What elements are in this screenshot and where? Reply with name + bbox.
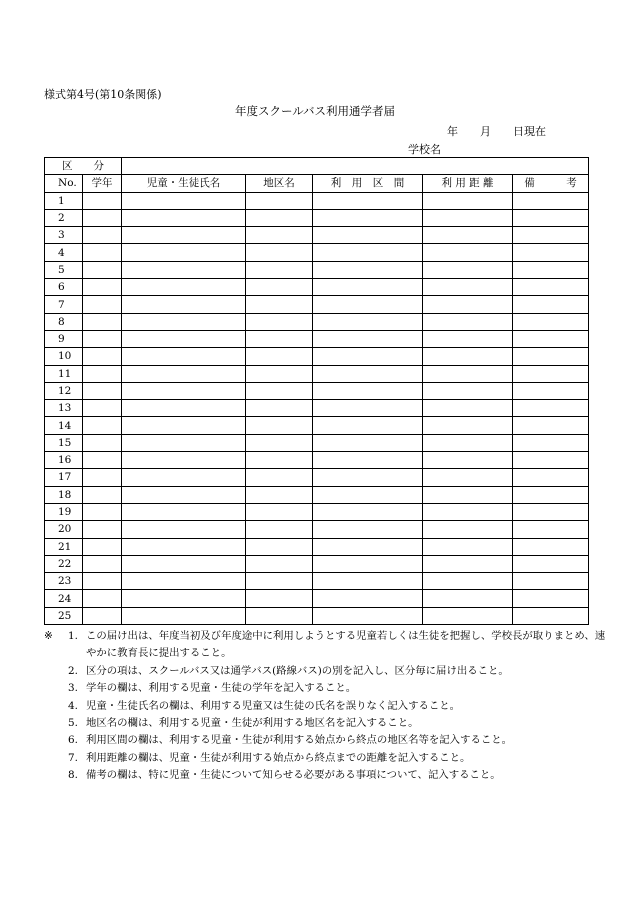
row-number: 14	[45, 417, 83, 434]
district-cell[interactable]	[246, 521, 313, 538]
student-name-cell[interactable]	[122, 192, 246, 209]
table-row	[45, 417, 589, 434]
route-section-cell[interactable]	[313, 279, 423, 296]
header-distance: 利 用 距 離	[423, 175, 513, 192]
distance-cell[interactable]	[423, 607, 513, 624]
row-number: 19	[45, 503, 83, 520]
note-item	[68, 715, 608, 732]
table-row	[45, 400, 589, 417]
student-name-cell[interactable]	[122, 400, 246, 417]
distance-cell[interactable]	[423, 313, 513, 330]
distance-cell[interactable]	[423, 244, 513, 261]
distance-cell[interactable]	[423, 452, 513, 469]
route-section-cell[interactable]	[313, 434, 423, 451]
grade-cell[interactable]	[83, 417, 122, 434]
district-cell[interactable]	[246, 261, 313, 278]
remarks-cell[interactable]	[513, 296, 589, 313]
grade-cell[interactable]	[83, 382, 122, 399]
student-name-cell[interactable]	[122, 244, 246, 261]
route-section-cell[interactable]	[313, 209, 423, 226]
note-text: 学年の欄は、利用する児童・生徒の学年を記入すること。	[86, 682, 357, 695]
row-number: 4	[45, 244, 83, 261]
header-grade: 学年	[83, 175, 122, 192]
route-section-cell[interactable]	[313, 382, 423, 399]
district-cell[interactable]	[246, 227, 313, 244]
district-cell[interactable]	[246, 400, 313, 417]
note-number: 3.	[68, 682, 78, 695]
table-row	[45, 313, 589, 330]
note-text: 利用区間の欄は、利用する児童・生徒が利用する始点から終点の地区名等を記入すること。	[86, 734, 513, 747]
route-section-cell[interactable]	[313, 400, 423, 417]
district-cell[interactable]	[246, 382, 313, 399]
remarks-cell[interactable]	[513, 452, 589, 469]
row-number: 17	[45, 469, 83, 486]
district-cell[interactable]	[246, 192, 313, 209]
note-item	[68, 628, 608, 663]
table-row	[45, 261, 589, 278]
row-number: 13	[45, 400, 83, 417]
grade-cell[interactable]	[83, 573, 122, 590]
student-name-cell[interactable]	[122, 330, 246, 347]
distance-cell[interactable]	[423, 555, 513, 572]
note-mark: ※	[44, 630, 53, 642]
header-remarks: 備 考	[513, 175, 589, 192]
district-cell[interactable]	[246, 573, 313, 590]
remarks-cell[interactable]	[513, 227, 589, 244]
grade-cell[interactable]	[83, 209, 122, 226]
table-row	[45, 244, 589, 261]
route-section-cell[interactable]	[313, 330, 423, 347]
grade-cell[interactable]	[83, 452, 122, 469]
note-number: 8.	[68, 769, 78, 782]
table-row	[45, 296, 589, 313]
row-number: 20	[45, 521, 83, 538]
row-number: 15	[45, 434, 83, 451]
student-name-cell[interactable]	[122, 434, 246, 451]
district-cell[interactable]	[246, 330, 313, 347]
distance-cell[interactable]	[423, 486, 513, 503]
row-number: 22	[45, 555, 83, 572]
district-cell[interactable]	[246, 452, 313, 469]
student-name-cell[interactable]	[122, 607, 246, 624]
note-item	[68, 663, 608, 680]
route-section-cell[interactable]	[313, 469, 423, 486]
remarks-cell[interactable]	[513, 555, 589, 572]
distance-cell[interactable]	[423, 590, 513, 607]
header-student-name: 児童・生徒氏名	[122, 175, 246, 192]
student-name-cell[interactable]	[122, 590, 246, 607]
table-row	[45, 555, 589, 572]
grade-cell[interactable]	[83, 469, 122, 486]
route-section-cell[interactable]	[313, 227, 423, 244]
row-number: 8	[45, 313, 83, 330]
roster-table	[44, 157, 589, 625]
distance-cell[interactable]	[423, 227, 513, 244]
grade-cell[interactable]	[83, 607, 122, 624]
route-section-cell[interactable]	[313, 503, 423, 520]
student-name-cell[interactable]	[122, 555, 246, 572]
distance-cell[interactable]	[423, 209, 513, 226]
note-list	[68, 628, 608, 785]
row-number: 2	[45, 209, 83, 226]
route-section-cell[interactable]	[313, 261, 423, 278]
table-row	[45, 607, 589, 624]
remarks-cell[interactable]	[513, 607, 589, 624]
route-section-cell[interactable]	[313, 296, 423, 313]
student-name-cell[interactable]	[122, 503, 246, 520]
table-row	[45, 227, 589, 244]
route-section-cell[interactable]	[313, 192, 423, 209]
distance-cell[interactable]	[423, 469, 513, 486]
grade-cell[interactable]	[83, 538, 122, 555]
table-row	[45, 469, 589, 486]
grade-cell[interactable]	[83, 330, 122, 347]
remarks-cell[interactable]	[513, 279, 589, 296]
note-number: 2.	[68, 664, 78, 677]
route-section-cell[interactable]	[313, 313, 423, 330]
note-text: 区分の項は、スクールバス又は通学バス(路線バス)の別を記入し、区分毎に届け出ること。	[86, 664, 509, 677]
row-number: 3	[45, 227, 83, 244]
route-section-cell[interactable]	[313, 417, 423, 434]
note-text: 利用距離の欄は、児童・生徒が利用する始点から終点までの距離を記入すること。	[86, 751, 471, 764]
student-name-cell[interactable]	[122, 261, 246, 278]
distance-cell[interactable]	[423, 503, 513, 520]
distance-cell[interactable]	[423, 573, 513, 590]
note-text: この届け出は、年度当初及び年度途中に利用しようとする児童若しくは生徒を把握し、学校長が取りまとめ、速やかに教育長に提出すること。	[86, 630, 606, 660]
route-section-cell[interactable]	[313, 573, 423, 590]
remarks-cell[interactable]	[513, 469, 589, 486]
student-name-cell[interactable]	[122, 452, 246, 469]
route-section-cell[interactable]	[313, 538, 423, 555]
row-number: 10	[45, 348, 83, 365]
row-number: 24	[45, 590, 83, 607]
note-item	[68, 767, 608, 784]
route-section-cell[interactable]	[313, 607, 423, 624]
document-title: 年度スクールバス利用通学者届	[235, 104, 395, 118]
grade-cell[interactable]	[83, 313, 122, 330]
note-item	[68, 732, 608, 749]
student-name-cell[interactable]	[122, 296, 246, 313]
remarks-cell[interactable]	[513, 330, 589, 347]
grade-cell[interactable]	[83, 261, 122, 278]
table-row	[45, 486, 589, 503]
grade-cell[interactable]	[83, 227, 122, 244]
row-number: 9	[45, 330, 83, 347]
district-cell[interactable]	[246, 417, 313, 434]
district-cell[interactable]	[246, 365, 313, 382]
header-district: 地区名	[246, 175, 313, 192]
district-cell[interactable]	[246, 209, 313, 226]
grade-cell[interactable]	[83, 503, 122, 520]
remarks-cell[interactable]	[513, 261, 589, 278]
district-cell[interactable]	[246, 244, 313, 261]
note-item	[68, 698, 608, 715]
student-name-cell[interactable]	[122, 573, 246, 590]
student-name-cell[interactable]	[122, 227, 246, 244]
route-section-cell[interactable]	[313, 590, 423, 607]
table-row	[45, 503, 589, 520]
row-number: 21	[45, 538, 83, 555]
student-name-cell[interactable]	[122, 348, 246, 365]
row-number: 12	[45, 382, 83, 399]
student-name-cell[interactable]	[122, 486, 246, 503]
student-name-cell[interactable]	[122, 365, 246, 382]
note-number: 7.	[68, 751, 78, 764]
district-cell[interactable]	[246, 590, 313, 607]
row-number: 25	[45, 607, 83, 624]
student-name-cell[interactable]	[122, 521, 246, 538]
student-name-cell[interactable]	[122, 538, 246, 555]
distance-cell[interactable]	[423, 434, 513, 451]
remarks-cell[interactable]	[513, 590, 589, 607]
row-number: 18	[45, 486, 83, 503]
note-text: 児童・生徒氏名の欄は、利用する児童又は生徒の氏名を誤りなく記入すること。	[86, 699, 461, 712]
header-route-section: 利 用 区 間	[313, 175, 423, 192]
grade-cell[interactable]	[83, 434, 122, 451]
grade-cell[interactable]	[83, 521, 122, 538]
row-number: 6	[45, 279, 83, 296]
grade-cell[interactable]	[83, 244, 122, 261]
distance-cell[interactable]	[423, 417, 513, 434]
row-number: 23	[45, 573, 83, 590]
district-cell[interactable]	[246, 434, 313, 451]
table-row	[45, 209, 589, 226]
column-header-row	[45, 175, 589, 192]
remarks-cell[interactable]	[513, 365, 589, 382]
remarks-cell[interactable]	[513, 538, 589, 555]
grade-cell[interactable]	[83, 486, 122, 503]
distance-cell[interactable]	[423, 348, 513, 365]
table-row	[45, 365, 589, 382]
student-name-cell[interactable]	[122, 209, 246, 226]
route-section-cell[interactable]	[313, 244, 423, 261]
distance-cell[interactable]	[423, 330, 513, 347]
distance-cell[interactable]	[423, 192, 513, 209]
row-number: 7	[45, 296, 83, 313]
distance-cell[interactable]	[423, 400, 513, 417]
note-item	[68, 680, 608, 697]
note-number: 1.	[68, 630, 78, 642]
student-name-cell[interactable]	[122, 417, 246, 434]
school-name-label: 学校名	[408, 143, 441, 156]
remarks-cell[interactable]	[513, 400, 589, 417]
route-section-cell[interactable]	[313, 555, 423, 572]
grade-cell[interactable]	[83, 192, 122, 209]
table-row	[45, 590, 589, 607]
district-cell[interactable]	[246, 469, 313, 486]
district-cell[interactable]	[246, 348, 313, 365]
student-name-cell[interactable]	[122, 279, 246, 296]
distance-cell[interactable]	[423, 521, 513, 538]
date-line: 年 月 日現在	[447, 125, 546, 138]
form-number: 様式第4号(第10条関係)	[44, 88, 162, 101]
distance-cell[interactable]	[423, 279, 513, 296]
distance-cell[interactable]	[423, 382, 513, 399]
table-row	[45, 330, 589, 347]
note-number: 6.	[68, 734, 78, 747]
grade-cell[interactable]	[83, 400, 122, 417]
district-cell[interactable]	[246, 538, 313, 555]
grade-cell[interactable]	[83, 555, 122, 572]
table-row	[45, 348, 589, 365]
remarks-cell[interactable]	[513, 521, 589, 538]
remarks-cell[interactable]	[513, 503, 589, 520]
note-text: 地区名の欄は、利用する児童・生徒が利用する地区名を記入すること。	[86, 717, 419, 730]
row-number: 11	[45, 365, 83, 382]
route-section-cell[interactable]	[313, 521, 423, 538]
distance-cell[interactable]	[423, 365, 513, 382]
student-name-cell[interactable]	[122, 382, 246, 399]
kubun-field[interactable]	[122, 158, 589, 175]
kubun-label: 区 分	[45, 158, 122, 175]
route-section-cell[interactable]	[313, 486, 423, 503]
note-text: 備考の欄は、特に児童・生徒について知らせる必要がある事項について、記入すること。	[86, 769, 501, 782]
district-cell[interactable]	[246, 503, 313, 520]
table-row	[45, 434, 589, 451]
remarks-cell[interactable]	[513, 486, 589, 503]
table-row	[45, 538, 589, 555]
grade-cell[interactable]	[83, 279, 122, 296]
note-item	[68, 750, 608, 767]
remarks-cell[interactable]	[513, 348, 589, 365]
grade-cell[interactable]	[83, 365, 122, 382]
district-cell[interactable]	[246, 313, 313, 330]
grade-cell[interactable]	[83, 590, 122, 607]
student-name-cell[interactable]	[122, 469, 246, 486]
grade-cell[interactable]	[83, 296, 122, 313]
student-name-cell[interactable]	[122, 313, 246, 330]
district-cell[interactable]	[246, 555, 313, 572]
remarks-cell[interactable]	[513, 434, 589, 451]
remarks-cell[interactable]	[513, 244, 589, 261]
route-section-cell[interactable]	[313, 452, 423, 469]
header-no: No.	[45, 175, 83, 192]
remarks-cell[interactable]	[513, 192, 589, 209]
distance-cell[interactable]	[423, 538, 513, 555]
district-cell[interactable]	[246, 607, 313, 624]
remarks-cell[interactable]	[513, 417, 589, 434]
table-row	[45, 192, 589, 209]
kubun-row	[45, 158, 589, 175]
row-number: 16	[45, 452, 83, 469]
table-row	[45, 573, 589, 590]
row-number: 5	[45, 261, 83, 278]
route-section-cell[interactable]	[313, 348, 423, 365]
district-cell[interactable]	[246, 486, 313, 503]
remarks-cell[interactable]	[513, 313, 589, 330]
table-row	[45, 521, 589, 538]
route-section-cell[interactable]	[313, 365, 423, 382]
table-row	[45, 382, 589, 399]
table-row	[45, 452, 589, 469]
district-cell[interactable]	[246, 279, 313, 296]
remarks-cell[interactable]	[513, 573, 589, 590]
row-number: 1	[45, 192, 83, 209]
remarks-cell[interactable]	[513, 382, 589, 399]
note-number: 4.	[68, 699, 78, 712]
distance-cell[interactable]	[423, 296, 513, 313]
remarks-cell[interactable]	[513, 209, 589, 226]
table-row	[45, 279, 589, 296]
note-number: 5.	[68, 717, 78, 730]
grade-cell[interactable]	[83, 348, 122, 365]
distance-cell[interactable]	[423, 261, 513, 278]
district-cell[interactable]	[246, 296, 313, 313]
